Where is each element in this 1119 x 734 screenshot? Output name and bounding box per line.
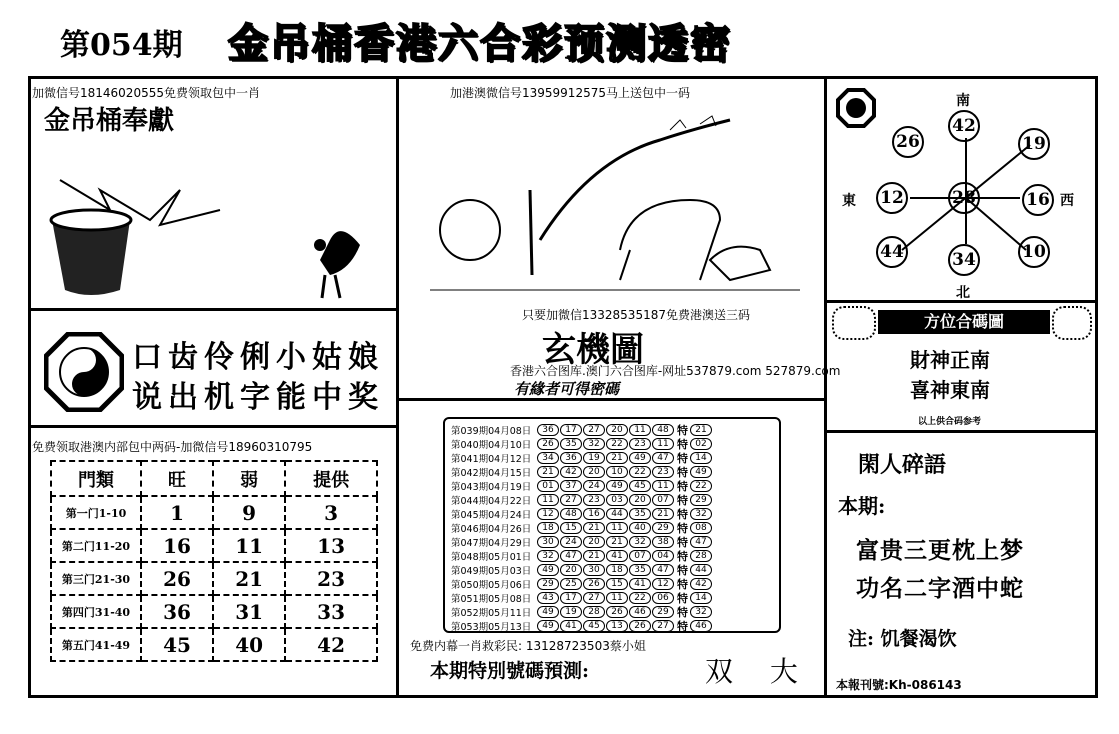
- p6-ad: 免费领取港澳内部包中两码-加微信号18960310795: [32, 440, 313, 454]
- decoration: [832, 306, 876, 340]
- cell: 23: [285, 562, 377, 595]
- number-ball: 27: [583, 424, 605, 436]
- p7-ad: 免费内幕一肖救彩民: 13128723503蔡小姐: [410, 639, 646, 653]
- cell: 26: [141, 562, 213, 595]
- special-ball: 32: [690, 508, 712, 520]
- number-ball: 23: [629, 438, 651, 450]
- number-ball: 45: [629, 480, 651, 492]
- number-ball: 48: [560, 508, 582, 520]
- history-row: [451, 507, 773, 521]
- number-ball: 04: [652, 550, 674, 562]
- special-label: 特: [677, 480, 688, 493]
- number-ball: 06: [652, 592, 674, 604]
- special-label: 特: [677, 536, 688, 549]
- number-ball: 47: [652, 564, 674, 576]
- cell: 16: [141, 529, 213, 562]
- number-ball: 07: [629, 550, 651, 562]
- slogan: 有緣者可得密碼: [514, 380, 620, 398]
- special-ball: 21: [690, 424, 712, 436]
- row-label: 第一门1-10: [51, 496, 141, 529]
- number-ball: 03: [606, 494, 628, 506]
- special-ball: 14: [690, 592, 712, 604]
- poem-line-1: 口齿伶俐小姑娘: [132, 340, 384, 375]
- number-ball: 16: [583, 508, 605, 520]
- number-ball: 20: [606, 424, 628, 436]
- number-ball: 42: [560, 466, 582, 478]
- number-ball: 28: [583, 606, 605, 618]
- compass-number: 44: [876, 236, 908, 268]
- header-cell: 弱: [213, 461, 285, 496]
- special-label: 特: [677, 494, 688, 507]
- history-row: [451, 437, 773, 451]
- number-ball: 45: [583, 620, 605, 632]
- history-row: [451, 535, 773, 549]
- cell: 33: [285, 595, 377, 628]
- site-text: 香港六合图库.澳门六合图库-网址537879.com 527879.com: [510, 364, 841, 378]
- row-label: 第五门41-49: [51, 628, 141, 661]
- number-ball: 48: [652, 424, 674, 436]
- special-label: 特: [677, 508, 688, 521]
- door-table: [50, 460, 378, 662]
- number-ball: 20: [583, 466, 605, 478]
- number-ball: 34: [537, 452, 559, 464]
- cell: 11: [213, 529, 285, 562]
- number-ball: 46: [629, 606, 651, 618]
- number-ball: 25: [560, 578, 582, 590]
- number-ball: 41: [560, 620, 582, 632]
- cell: 9: [213, 496, 285, 529]
- number-ball: 11: [652, 438, 674, 450]
- history-row: [451, 563, 773, 577]
- number-ball: 44: [606, 508, 628, 520]
- special-ball: 02: [690, 438, 712, 450]
- draw-date: 第047期04月29日: [451, 538, 532, 549]
- row-label: 第四门31-40: [51, 595, 141, 628]
- divider: [28, 425, 396, 428]
- history-row: [451, 521, 773, 535]
- gossip-title: 閑人碎語: [858, 452, 947, 478]
- number-ball: 47: [652, 452, 674, 464]
- verse-line-1: 富贵三更枕上梦: [856, 537, 1024, 564]
- compass-number: 26: [892, 126, 924, 158]
- number-ball: 12: [537, 508, 559, 520]
- number-ball: 30: [583, 564, 605, 576]
- current-label: 本期:: [838, 494, 886, 518]
- verse-line-2: 功名二字酒中蛇: [856, 575, 1024, 602]
- center-number: 28: [948, 182, 980, 214]
- reference-note: 以上供合码参考: [918, 417, 982, 427]
- draw-date: 第042期04月15日: [451, 468, 532, 479]
- number-ball: 32: [629, 536, 651, 548]
- number-ball: 13: [606, 620, 628, 632]
- goats-illustration: [430, 100, 810, 300]
- yin-yang-icon: [44, 332, 124, 412]
- compass-number: 10: [1018, 236, 1050, 268]
- draw-date: 第045期04月24日: [451, 510, 532, 521]
- special-label: 特: [677, 592, 688, 605]
- draw-date: 第050期05月06日: [451, 580, 532, 591]
- special-ball: 08: [690, 522, 712, 534]
- history-table: [443, 417, 781, 633]
- number-ball: 35: [629, 508, 651, 520]
- divider: [396, 76, 399, 698]
- draw-date: 第051期05月08日: [451, 594, 532, 605]
- special-ball: 47: [690, 536, 712, 548]
- special-label: 特: [677, 606, 688, 619]
- hint-note: 注: 饥餐渴饮: [848, 628, 957, 650]
- special-ball: 49: [690, 466, 712, 478]
- number-ball: 11: [652, 480, 674, 492]
- number-ball: 27: [560, 494, 582, 506]
- number-ball: 49: [629, 452, 651, 464]
- number-ball: 10: [606, 466, 628, 478]
- cell: 21: [213, 562, 285, 595]
- compass-number: 12: [876, 182, 908, 214]
- number-ball: 49: [537, 620, 559, 632]
- number-ball: 26: [583, 578, 605, 590]
- draw-date: 第049期05月03日: [451, 566, 532, 577]
- number-ball: 21: [652, 508, 674, 520]
- number-ball: 21: [606, 452, 628, 464]
- number-ball: 49: [537, 564, 559, 576]
- number-ball: 23: [583, 494, 605, 506]
- label-north: 北: [956, 285, 970, 301]
- poem-line-2: 说出机字能中奖: [132, 380, 384, 415]
- number-ball: 19: [560, 606, 582, 618]
- special-ball: 42: [690, 578, 712, 590]
- cell: 1: [141, 496, 213, 529]
- number-ball: 41: [629, 578, 651, 590]
- compass-number: 19: [1018, 128, 1050, 160]
- divider: [824, 76, 827, 698]
- history-row: [451, 605, 773, 619]
- number-ball: 07: [652, 494, 674, 506]
- issue-number: 第054期: [60, 28, 183, 63]
- header-cell: 門類: [51, 461, 141, 496]
- special-label: 特: [677, 550, 688, 563]
- number-ball: 11: [537, 494, 559, 506]
- brand-text: 金吊桶奉獻: [44, 106, 175, 136]
- row-label: 第三门21-30: [51, 562, 141, 595]
- number-ball: 24: [583, 480, 605, 492]
- history-row: [451, 451, 773, 465]
- bucket-rooster-illustration: [40, 150, 360, 300]
- label-west: 西: [1060, 193, 1074, 209]
- number-ball: 32: [537, 550, 559, 562]
- number-ball: 15: [560, 522, 582, 534]
- number-ball: 27: [583, 592, 605, 604]
- number-ball: 22: [606, 438, 628, 450]
- number-ball: 26: [629, 620, 651, 632]
- number-ball: 27: [652, 620, 674, 632]
- history-row: [451, 465, 773, 479]
- p2-ad: 加港澳微信号13959912575马上送包中一码: [450, 86, 690, 100]
- draw-date: 第040期04月10日: [451, 440, 532, 451]
- number-ball: 36: [537, 424, 559, 436]
- special-label: 特: [677, 452, 688, 465]
- special-ball: 22: [690, 480, 712, 492]
- number-ball: 11: [606, 522, 628, 534]
- label-south: 南: [956, 93, 970, 109]
- number-ball: 01: [537, 480, 559, 492]
- number-ball: 15: [606, 578, 628, 590]
- number-ball: 47: [560, 550, 582, 562]
- draw-date: 第039期04月08日: [451, 426, 532, 437]
- panel-title: 方位合碼圖: [878, 310, 1050, 334]
- special-label: 特: [677, 466, 688, 479]
- label-east: 東: [842, 193, 856, 209]
- number-ball: 20: [560, 564, 582, 576]
- p5-ad: 只要加微信13328535187免费港澳送三码: [522, 308, 750, 322]
- special-label: 特: [677, 564, 688, 577]
- number-ball: 43: [537, 592, 559, 604]
- cell: 13: [285, 529, 377, 562]
- prediction-value: 双 大: [705, 655, 812, 688]
- number-ball: 29: [537, 578, 559, 590]
- divider: [824, 430, 1098, 433]
- number-ball: 11: [629, 424, 651, 436]
- number-ball: 12: [652, 578, 674, 590]
- number-ball: 29: [652, 606, 674, 618]
- special-label: 特: [677, 424, 688, 437]
- number-ball: 21: [537, 466, 559, 478]
- number-ball: 23: [652, 466, 674, 478]
- special-ball: 44: [690, 564, 712, 576]
- number-ball: 32: [583, 438, 605, 450]
- history-row: [451, 479, 773, 493]
- number-ball: 38: [652, 536, 674, 548]
- number-ball: 35: [560, 438, 582, 450]
- draw-date: 第052期05月11日: [451, 608, 532, 619]
- number-ball: 35: [629, 564, 651, 576]
- special-label: 特: [677, 522, 688, 535]
- number-ball: 29: [652, 522, 674, 534]
- number-ball: 21: [606, 536, 628, 548]
- number-ball: 20: [629, 494, 651, 506]
- number-ball: 19: [583, 452, 605, 464]
- compass-number: 34: [948, 244, 980, 276]
- number-ball: 17: [560, 592, 582, 604]
- number-ball: 21: [583, 550, 605, 562]
- fortune-line-2: 喜神東南: [910, 378, 990, 402]
- number-ball: 41: [606, 550, 628, 562]
- number-ball: 26: [606, 606, 628, 618]
- number-ball: 40: [629, 522, 651, 534]
- number-ball: 37: [560, 480, 582, 492]
- header-cell: 提供: [285, 461, 377, 496]
- number-ball: 24: [560, 536, 582, 548]
- draw-date: 第044期04月22日: [451, 496, 532, 507]
- page-title: 金吊桶香港六合彩预测透密: [228, 21, 732, 67]
- draw-date: 第046期04月26日: [451, 524, 532, 535]
- decoration: [1052, 306, 1092, 340]
- cell: 45: [141, 628, 213, 661]
- special-ball: 46: [690, 620, 712, 632]
- cell: 3: [285, 496, 377, 529]
- number-ball: 17: [560, 424, 582, 436]
- number-ball: 30: [537, 536, 559, 548]
- number-ball: 49: [606, 480, 628, 492]
- compass-number: 42: [948, 110, 980, 142]
- special-ball: 14: [690, 452, 712, 464]
- cell: 31: [213, 595, 285, 628]
- special-ball: 29: [690, 494, 712, 506]
- history-row: [451, 591, 773, 605]
- history-row: [451, 423, 773, 437]
- number-ball: 22: [629, 592, 651, 604]
- history-row: [451, 577, 773, 591]
- fortune-line-1: 財神正南: [910, 348, 990, 372]
- compass-number: 16: [1022, 184, 1054, 216]
- draw-date: 第053期05月13日: [451, 622, 532, 633]
- number-ball: 20: [583, 536, 605, 548]
- number-ball: 22: [629, 466, 651, 478]
- row-label: 第二门11-20: [51, 529, 141, 562]
- draw-date: 第043期04月19日: [451, 482, 532, 493]
- number-ball: 18: [606, 564, 628, 576]
- number-ball: 21: [583, 522, 605, 534]
- header-cell: 旺: [141, 461, 213, 496]
- prediction-label: 本期特別號碼預測:: [430, 660, 590, 682]
- special-label: 特: [677, 578, 688, 591]
- divider: [28, 308, 396, 311]
- p1-ad: 加微信号18146020555免费领取包中一肖: [32, 86, 260, 100]
- special-ball: 28: [690, 550, 712, 562]
- history-row: [451, 619, 773, 633]
- mystery-title: 玄機圖: [542, 330, 644, 370]
- number-ball: 36: [560, 452, 582, 464]
- cell: 40: [213, 628, 285, 661]
- history-row: [451, 493, 773, 507]
- cell: 42: [285, 628, 377, 661]
- number-ball: 49: [537, 606, 559, 618]
- special-label: 特: [677, 620, 688, 633]
- number-ball: 26: [537, 438, 559, 450]
- draw-date: 第048期05月01日: [451, 552, 532, 563]
- cell: 36: [141, 595, 213, 628]
- number-ball: 18: [537, 522, 559, 534]
- draw-date: 第041期04月12日: [451, 454, 532, 465]
- special-label: 特: [677, 438, 688, 451]
- special-ball: 32: [690, 606, 712, 618]
- issue-code: 本報刊號:Kh-086143: [836, 678, 962, 692]
- number-ball: 11: [606, 592, 628, 604]
- history-row: [451, 549, 773, 563]
